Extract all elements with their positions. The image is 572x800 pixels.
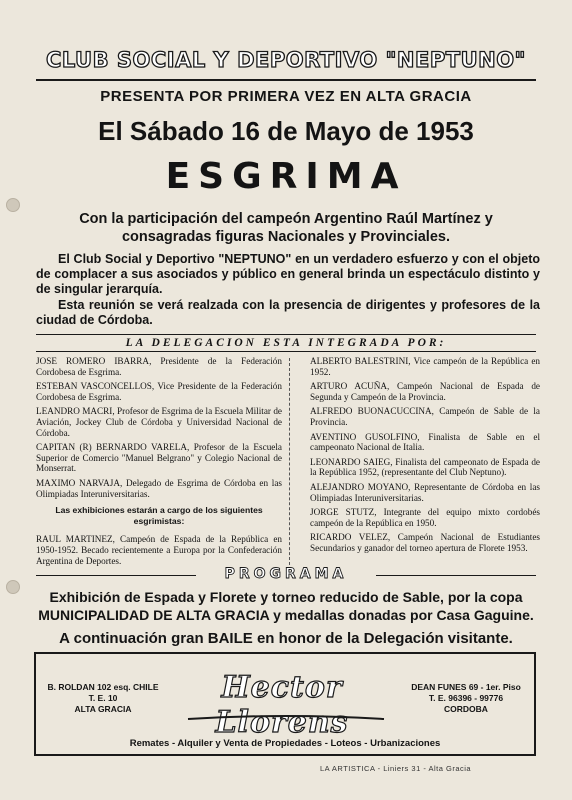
delegation-entry: RICARDO VELEZ, Campeón Nacional de Estudiantes Secundarios y ganador del torneo apertura de Florete 1953. [310,532,540,553]
programa-line: MUNICIPALIDAD DE ALTA GRACIA y medallas donadas por Casa Gaguine. [38,607,534,623]
intro-text: Con la participación del campeón Argentino Raúl Martínez y consagradas figuras Nacionales y Provinciales. [79,211,493,245]
ad-services: Remates - Alquiler y Venta de Propiedades - Loteos - Urbanizaciones [129,738,441,749]
club-name: CLUB SOCIAL Y DEPORTIVO "NEPTUNO" [45,48,526,72]
delegation-entry: ALBERTO BALESTRINI, Vice campeón de la República en 1952. [310,356,540,377]
ad-line: CORDOBA [444,704,488,714]
paragraph-club: El Club Social y Deportivo "NEPTUNO" en un verdadero esfuerzo y con el objeto de complacer a sus asociados y público en general brinda un espectáculo distinto y de singular jerarquía. [36,252,540,296]
ad-line: B. ROLDAN 102 esq. CHILE [47,682,159,692]
programa-heading: PROGRAMA [224,566,348,582]
delegation-left-column [36,356,282,570]
delegation-entry: ESTEBAN VASCONCELLOS, Vice Presidente de la Federación Cordobesa de Esgrima. [36,381,282,402]
ad-line: DEAN FUNES 69 - 1er. Piso [411,682,521,692]
delegation-entry: MAXIMO NARVAJA, Delegado de Esgrima de Córdoba en las Olimpiadas Interuniversitarias. [36,477,282,499]
baile-line: A continuación gran BAILE en honor de la Delegación visitante. [59,630,513,647]
paragraph-reunion: Esta reunión se verá realzada con la presencia de dirigentes y profesores de la ciudad de Córdoba. [36,298,540,327]
column-divider [289,358,290,570]
punch-hole [6,580,20,594]
delegation-right-column [310,356,540,558]
ad-line: ALTA GRACIA [74,704,132,714]
event-title: ESGRIMA [165,156,407,197]
delegation-heading: LA DELEGACION ESTA INTEGRADA POR: [36,334,536,352]
ad-address-right [402,682,530,715]
delegation-entry: ALEJANDRO MOYANO, Representante de Córdoba en las Olimpiadas Interuniversitarias. [310,481,540,503]
delegation-entry: LEANDRO MACRI, Profesor de Esgrima de la Escuela Militar de Aviación, Jockey Club de Córdoba y Universidad Nacional de Córdoba. [36,406,282,438]
ad-line: T. E. 96396 - 99776 [428,693,504,703]
advertisement-box [34,652,536,756]
ad-address-left [44,682,162,715]
presenta-line: PRESENTA POR PRIMERA VEZ EN ALTA GRACIA [100,88,472,105]
event-date: El Sábado 16 de Mayo de 1953 [98,116,474,146]
delegation-entry: JOSE ROMERO IBARRA, Presidente de la Federación Cordobesa de Esgrima. [36,356,282,377]
programa-line: Exhibición de Espada y Florete y torneo reducido de Sable, por la copa [49,589,523,605]
printer-credit: LA ARTISTICA - Liniers 31 - Alta Gracia [320,764,472,773]
delegation-entry: AVENTINO GUSOLFINO, Finalista de Sable en el campeonato Nacional de Italia. [310,431,540,453]
exhibitions-note: Las exhibiciones estarán a cargo de los siguientes esgrimistas: [55,505,263,526]
delegation-entry: CAPITAN (R) BERNARDO VARELA, Profesor de la Escuela Superior de Comercio "Manuel Belgrano" y Colegio Nacional de Monserrat. [36,442,282,474]
delegation-entry: ARTURO ACUÑA, Campeón Nacional de Espada de Segunda y Campeón de la Provincia. [310,381,540,402]
delegation-entry: LEONARDO SAIEG, Finalista del campeonato de Espada de la República 1952, (representante del Club Neptuno). [310,456,540,478]
ad-underline-swash [186,714,386,722]
programa-text [30,588,542,624]
punch-hole [6,198,20,212]
header-rule [36,79,536,81]
programa-rule-right [376,575,536,576]
delegation-entry: JORGE STUTZ, Integrante del equipo mixto cordobés campeón de la República en 1950. [310,507,540,528]
delegation-entry: ALFREDO BUONACUCCINA, Campeón de Sable de la Provincia. [310,406,540,427]
ad-line: T. E. 10 [88,693,118,703]
delegation-entry: RAUL MARTINEZ, Campeón de Espada de la República en 1950-1952. Becado recientemente a Europa por la Confederación Argentina de Deportes. [36,534,282,566]
ad-brand-name: Hector Llorens [215,670,349,740]
